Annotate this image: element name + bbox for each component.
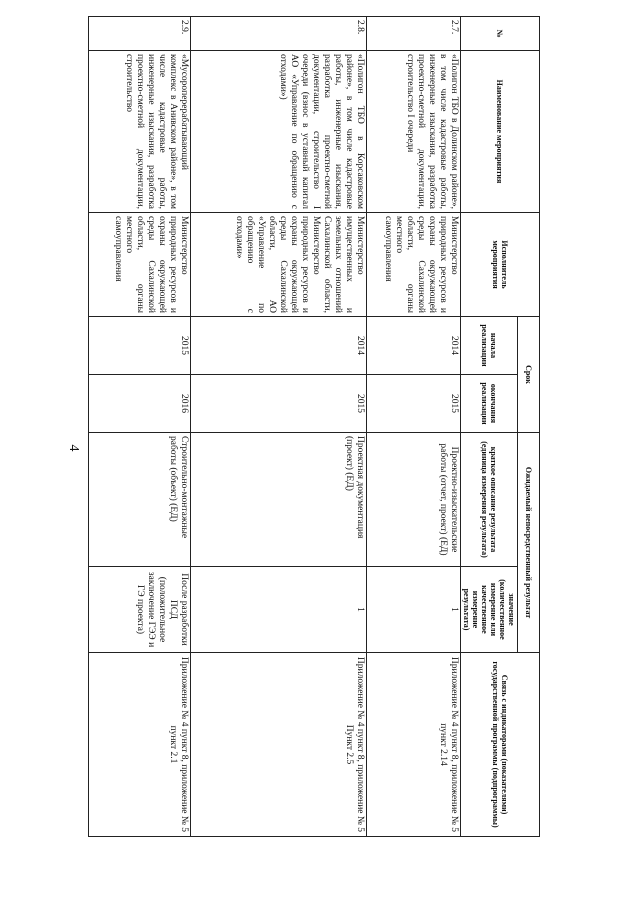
header-link: Связь с индикаторами (показателями) государственной программы (подпрограммы) [461,653,540,837]
row-result-value: 1 [191,567,367,653]
row-executor: Министерство имущественных и земельных отношений Сахалинской области, Министерство природных ресурсов и охраны окружающей среды Сахалинской области, АО «Управление по обращению с отходами» [191,213,367,317]
measures-table [88,16,540,837]
table-row [367,17,461,837]
header-result: Ожидаемый непосредственный результат [518,433,540,653]
row-result-value: После разработки ПСД (положительное заключение ГЭЭ и ГЭ проекта) [89,567,191,653]
header-row-1 [518,17,540,837]
row-end: 2016 [89,375,191,433]
row-start: 2015 [89,317,191,375]
header-num: № [461,17,540,51]
row-executor: Министерство природных ресурсов и охраны окружающей среды Сахалинской области, органы местного самоуправления [89,213,191,317]
row-link: Приложение № 4 пункт 8, приложение № 5 Пункт 2.5 [191,653,367,837]
row-num: 2.8. [191,17,367,51]
row-end: 2015 [367,375,461,433]
table-row [191,17,367,837]
header-term-start: начала реализации [461,317,518,375]
row-name: «Полигон ТБО в Корсаковском районе», в том числе кадастровые работы, инженерные изыскания, разработка проектно-сметной документации, строительство I очереди (взнос в уставный капитал АО «Управление по обращению с отходами») [191,51,367,213]
header-result-value: значение (количественное измерение или качественное измерение результата) [461,567,518,653]
row-name: «Полигон ТБО в Долинском районе», в том числе кадастровые работы, инженерные изыскания, разработка проектно-сметной документации, строительство I очереди [367,51,461,213]
header-name: Наименование мероприятия [461,51,540,213]
header-executor: Исполнитель мероприятия [461,213,540,317]
row-result-desc: Строительно-монтажные работы (объект) (ЕД) [89,433,191,567]
row-executor: Министерство природных ресурсов и охраны окружающей среды Сахалинской области, органы местного самоуправления [367,213,461,317]
row-link: Приложение № 4 пункт 8, приложение № 5 пункт 2.1 [89,653,191,837]
row-num: 2.7. [367,17,461,51]
row-start: 2014 [367,317,461,375]
row-name: «Мусороперерабатывающий комплекс в Анивском районе», в том числе кадастровые работы, инженерные изыскания, разработка проектно-сметной документации, строительство [89,51,191,213]
row-result-desc: Проектно-изыскательские работы (отчет, проект) (ЕД) [367,433,461,567]
document-page [100,16,540,836]
header-term-end: окончания реализации [461,375,518,433]
row-link: Приложение № 4 пункт 8, приложение № 5 пункт 2.14 [367,653,461,837]
row-result-value: 1 [367,567,461,653]
row-result-desc: Проектная документация (проект) (ЕД) [191,433,367,567]
header-result-desc: краткое описание результата (единица измерения результата) [461,433,518,567]
header-term: Срок [518,317,540,433]
table-row [89,17,191,837]
page-number: 4 [66,444,81,452]
row-start: 2014 [191,317,367,375]
rotated-table-wrapper [100,16,540,836]
row-end: 2015 [191,375,367,433]
row-num: 2.9. [89,17,191,51]
